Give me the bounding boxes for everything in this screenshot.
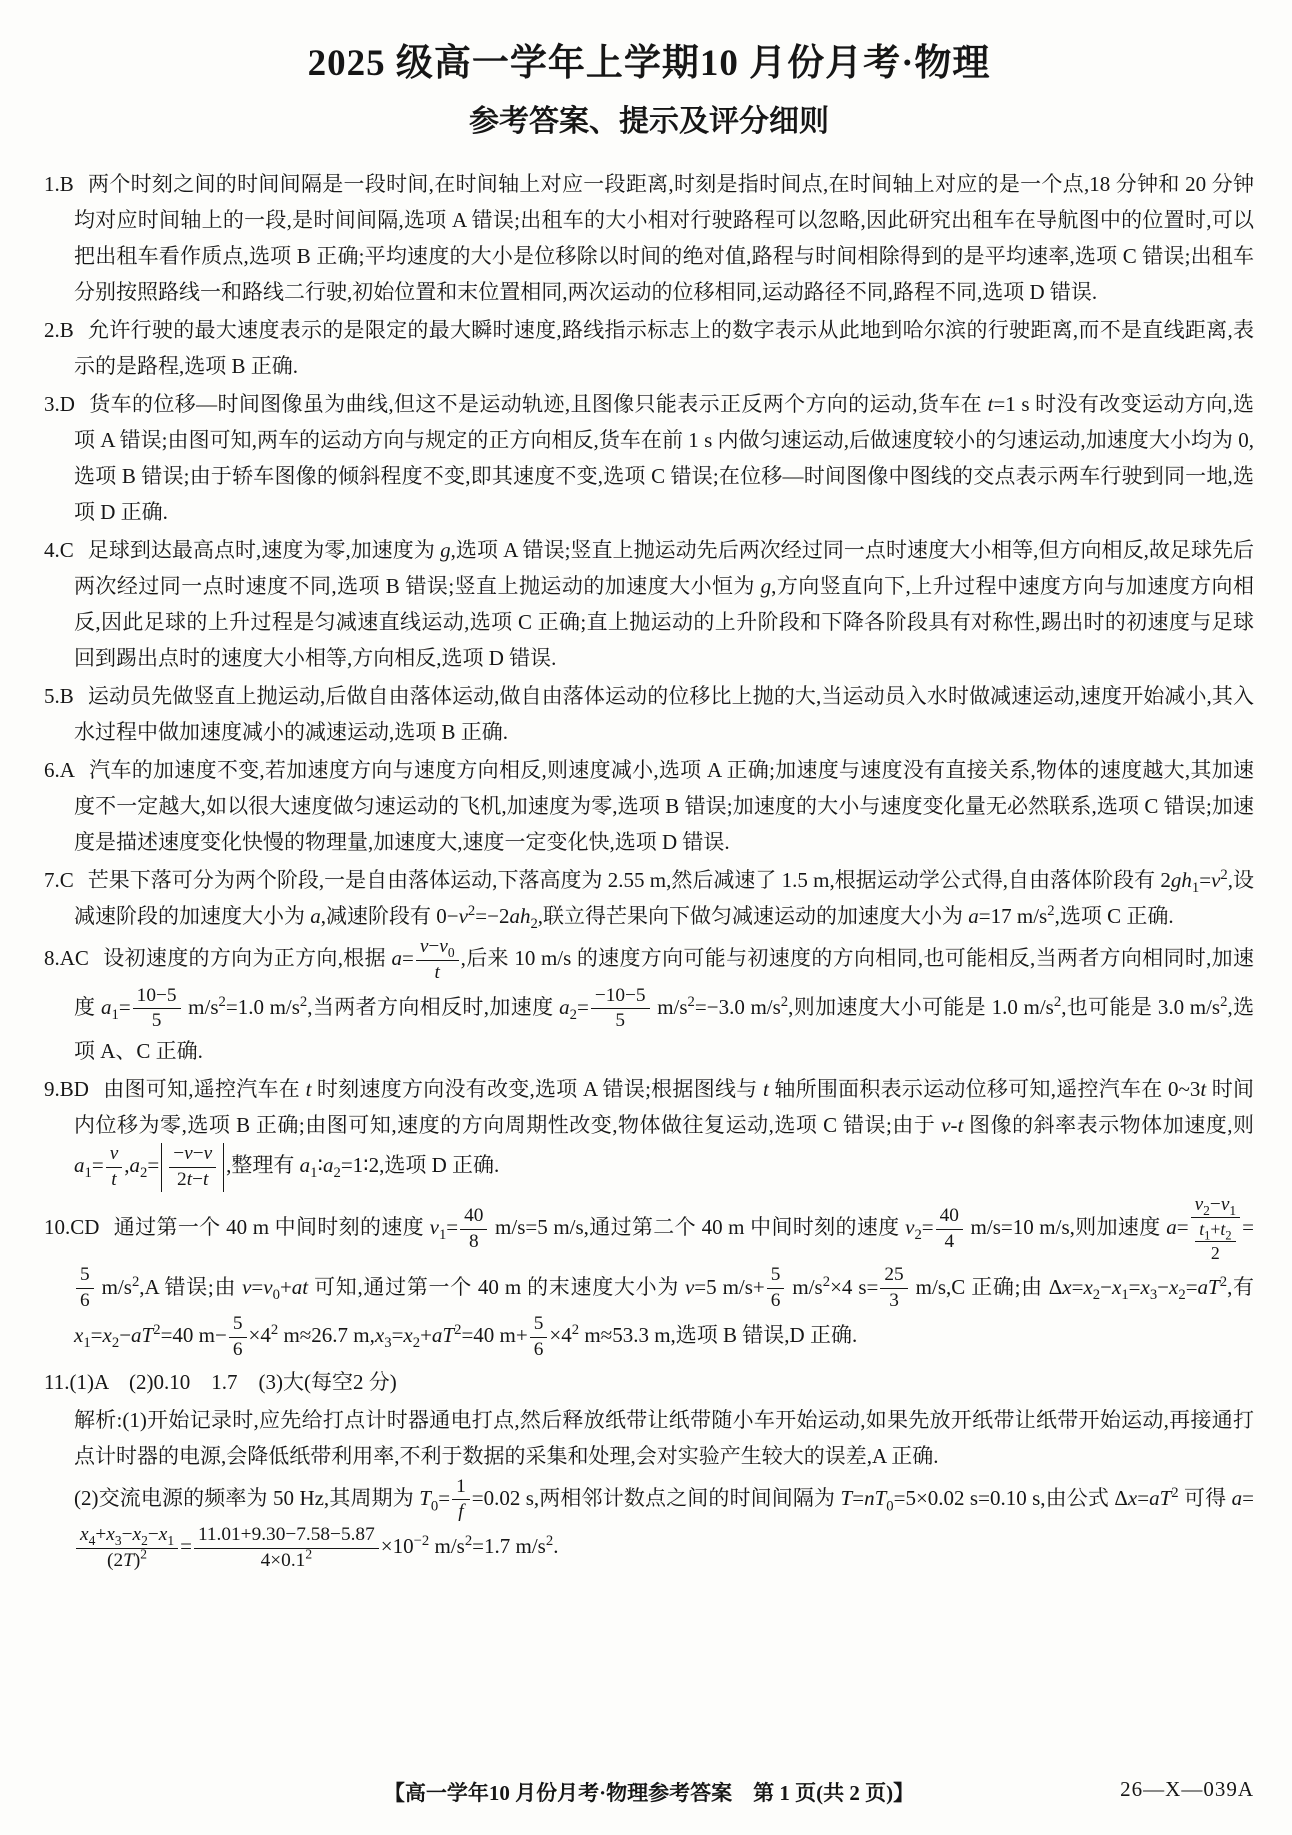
answer-item <box>44 312 1254 384</box>
answer-text: 货车的位移—时间图像虽为曲线,但这不是运动轨迹,且图像只能表示正反两个方向的运动,货车在 t=1 s 时没有改变运动方向,选项 A 错误;由图可知,两车的运动方向与规定的正方向相反,货车在前 1 s 内做匀速运动,后做速度较小的匀速运动,加速度大小均为 0,选项 B 错误;由于轿车图像的倾斜程度不变,即其速度不变,选项 C 错误;在位移—时间图像中图线的交点表示两车行驶到同一地,选项 D 正确. <box>74 392 1255 524</box>
footer-caption: 【高一学年10 月份月考·物理参考答案 第 1 页(共 2 页)】 <box>383 1781 915 1805</box>
answer-item <box>44 678 1254 750</box>
question-number: 11. <box>44 1369 70 1394</box>
question-number: 9.BD <box>44 1077 89 1102</box>
answer-text: 足球到达最高点时,速度为零,加速度为 g,选项 A 错误;竖直上抛运动先后两次经过同一点时速度大小相等,但方向相反,故足球先后两次经过同一点时速度不同,选项 B 错误;竖直上抛运动的加速度大小恒为 g,方向竖直向下,上升过程中速度方向与加速度方向相反,因此足球的上升过程是匀减速直线运动,选项 C 正确;直上抛运动的上升阶段和下降各阶段具有对称性,踢出时的初速度与足球回到踢出点时的速度大小相等,方向相反,选项 D 错误. <box>74 538 1254 670</box>
answer-item <box>44 1194 1254 1362</box>
answer-item <box>44 166 1254 310</box>
answer-item <box>44 862 1254 934</box>
page-title: 2025 级高一学年上学期10 月份月考·物理 <box>307 43 991 84</box>
answer-item <box>44 936 1254 1069</box>
answer-text: 两个时刻之间的时间间隔是一段时间,在时间轴上对应一段距离,时刻是指时间点,在时间轴上对应的是一个点,18 分钟和 20 分钟均对应时间轴上的一段,是时间间隔,选项 A 错误;出租车的大小相对行驶路程可以忽略,因此研究出租车在导航图中的位置时,可以把出租车看作质点,选项 B 正确;平均速度的大小是位移除以时间的绝对值,路程与时间相除得到的是平均速率,选项 C 错误;出租车分别按照路线一和路线二行驶,初始位置和末位置相同,两次运动的位移相同,运动路径不同,路程不同,选项 D 错误. <box>74 172 1254 304</box>
answer-item <box>44 752 1254 860</box>
answer-text: 汽车的加速度不变,若加速度方向与速度方向相反,则速度减小,选项 A 正确;加速度与速度没有直接关系,物体的速度越大,其加速度不一定越大,如以很大速度做匀速运动的飞机,加速度为零,选项 B 错误;加速度的大小与速度变化量无必然联系,选项 C 错误;加速度是描述速度变化快慢的物理量,加速度大,速度一定变化快,选项 D 错误. <box>74 758 1254 854</box>
paper-code: 26—X—039A <box>1120 1777 1254 1801</box>
question-number: 1.B <box>44 172 74 196</box>
answer-item <box>44 1071 1254 1192</box>
answer-text: 通过第一个 40 m 中间时刻的速度 $v_1=$ $\frac{40}{8}$ m/s=5 m/s,通过第二个 40 m 中间时刻的速度 $v_2=$ $\frac{40}{4}$ m/s=10 m/s,则加速度 a= $\frac{v_2-v_1}{\frac{t_1+t_2}{2}}$ = $\frac{5}{6}$ $m/s^2,A$ 错误;由 $v=v_0+at$ 可知,通过第一个 40 m 的末速度大小为 v=5 m/s+ $\frac{5}{6}$ $m/s^2\times 4$ s= $\frac{25}{3}$ m/s,C 正确;由 $\Delta x=x_2-x_1=x_3-x_2=aT^2$,有 $x_1=x_2-aT^2=40$ m− $\frac{5}{6}$ $\times 4^2$ m≈26.7 $m,x_3=x_2+aT^2=40$ m+ $\frac{5}{6}$ $\times 4^2$ m≈53.3 m,选项 B 错误,D 正确. <box>74 1193 1255 1360</box>
answer-item <box>44 532 1254 676</box>
question-number: 6.A <box>44 758 75 782</box>
answers-list <box>44 166 1254 1573</box>
question-number: 5.B <box>44 684 74 708</box>
answer-text: 芒果下落可分为两个阶段,一是自由落体运动,下落高度为 2.55 m,然后减速了 1.5 m,根据运动学公式得,自由落体阶段有 $2gh_1=v^2$,设减速阶段的加速度大小为 a,减速阶段有 $0-v^2=-2ah_2$,联立得芒果向下做匀减速运动的加速度大小为 a=17 $m/s^2$,选项 C 正确. <box>74 867 1255 933</box>
page-subtitle: 参考答案、提示及评分细则 <box>469 105 829 138</box>
question-number: 10.CD <box>44 1214 100 1239</box>
question-number: 8.AC <box>44 946 89 971</box>
answer-text: 运动员先做竖直上抛运动,后做自由落体运动,做自由落体运动的位移比上抛的大,当运动员入水时做减速运动,速度开始减小,其入水过程中做加速度减小的减速运动,选项 B 正确. <box>74 684 1254 744</box>
answer-text: 允许行驶的最大速度表示的是限定的最大瞬时速度,路线指示标志上的数字表示从此地到哈尔滨的行驶距离,而不是直线距离,表示的是路程,选项 B 正确. <box>74 318 1254 378</box>
question-number: 2.B <box>44 318 74 342</box>
answer-item <box>44 386 1254 530</box>
page-footer <box>44 1777 1254 1809</box>
answer-text: 由图可知,遥控汽车在 t 时刻速度方向没有改变,选项 A 错误;根据图线与 t 轴所围面积表示运动位移可知,遥控汽车在 0~3t 时间内位移为零,选项 B 正确;由图可知,速度的方向周期性改变,物体做往复运动,选项 C 错误;由于 v-t 图像的斜率表示物体加速度,则 $a_1=$ $\frac{v}{t}$ $,a_2=$ $\frac{-v-v}{2t-t}$ ,整理有 $a_1∶a_2=1∶2$,选项 D 正确. <box>74 1077 1255 1190</box>
question-number: 7.C <box>44 868 74 892</box>
answer-item <box>44 1364 1254 1573</box>
question-number: 4.C <box>44 538 74 562</box>
question-number: 3.D <box>44 392 75 416</box>
answer-text: (1)A (2)0.10 1.7 (3)大(每空2 分) 解析:(1)开始记录时,应先给打点计时器通电打点,然后释放纸带让纸带随小车开始运动,如果先放开纸带让纸带开始运动,再接通打点计时器的电源,会降低纸带利用率,不利于数据的采集和处理,会对实验产生较大的误差,A 正确. (2)交流电源的频率为 50 Hz,其周期为 $T_0=$ $\frac{1}{f}$ =0.02 s,两相邻计数点之间的时间间隔为 $T=nT_0=5\times 0.02$ s=0.10 s,由公式 $\Delta x=aT^2$ 可得 a= $\frac{x_4+x_3-x_2-x_1}{(2T)^2}$ = $\frac{11.01+9.30-7.58-5.87}{4\times 0.1^2}$ $\times 10^{-2}$ $m/s^2=1.7$ $m/s^2$. <box>69 1369 1254 1571</box>
answer-text: 设初速度的方向为正方向,根据 a= $\frac{v-v_0}{t}$ ,后来 10 m/s 的速度方向可能与初速度的方向相同,也可能相反,当两者方向相同时,加速度 $a_1=$ $\frac{10-5}{5}$ $m/s^2=1.0$ $m/s^2$,当两者方向相反时,加速度 $a_2=$ $\frac{-10-5}{5}$ $m/s^2=-3.0$ $m/s^2$,则加速度大小可能是 1.0 $m/s^2$,也可能是 3.0 $m/s^2$,选项 A、C 正确. <box>74 936 1255 1064</box>
